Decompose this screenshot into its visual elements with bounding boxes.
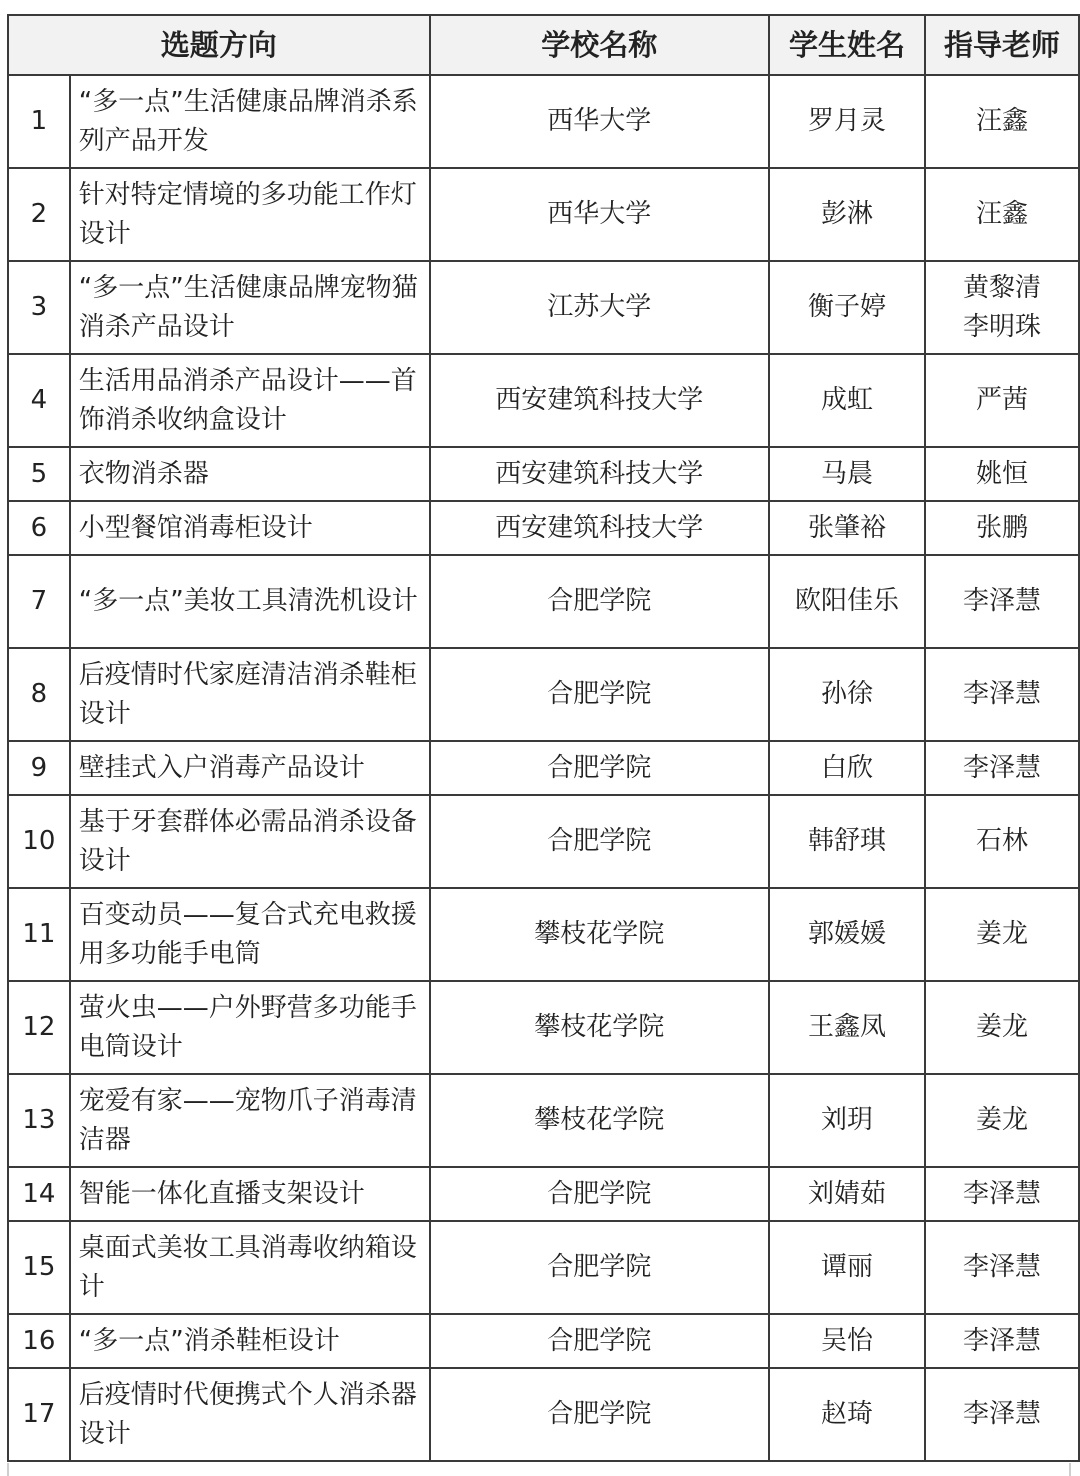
row-teacher-cell [925, 1074, 1079, 1167]
row-topic-cell [70, 447, 430, 501]
header-school: 学校名称 [430, 15, 769, 75]
row-index: 5 [8, 447, 70, 501]
row-school: 合肥学院 [430, 1368, 769, 1461]
row-index: 7 [8, 555, 70, 648]
row-school: 合肥学院 [430, 1314, 769, 1368]
row-topic: 后疫情时代便携式个人消杀器设计 [78, 1379, 417, 1449]
row-topic-cell [70, 1368, 430, 1461]
row-topic-cell [70, 1221, 430, 1314]
row-index: 15 [8, 1221, 70, 1314]
row-school: 江苏大学 [430, 261, 769, 354]
row-teacher: 李泽慧 [962, 1325, 1041, 1356]
row-topic-cell [70, 555, 430, 648]
row-school: 西华大学 [430, 168, 769, 261]
row-school: 西安建筑科技大学 [430, 501, 769, 555]
table-row [8, 981, 1079, 1074]
table-row [8, 795, 1079, 888]
table-body [8, 75, 1079, 1461]
row-index: 6 [8, 501, 70, 555]
row-topic-cell [70, 795, 430, 888]
header-teacher: 指导老师 [925, 15, 1079, 75]
row-topic-cell [70, 168, 430, 261]
row-school: 合肥学院 [430, 1167, 769, 1221]
row-school: 合肥学院 [430, 795, 769, 888]
row-student: 孙徐 [769, 648, 925, 741]
row-teacher: 石林 [975, 826, 1028, 856]
row-teacher: 黄黎清 [962, 272, 1041, 303]
row-topic: 针对特定情境的多功能工作灯设计 [78, 179, 417, 249]
table-continuation-edge [7, 1463, 1071, 1476]
row-index: 12 [8, 981, 70, 1074]
row-teacher: 李泽慧 [962, 1252, 1041, 1282]
row-index: 17 [8, 1368, 70, 1461]
row-teacher-cell [925, 1221, 1079, 1314]
row-topic-cell [70, 354, 430, 447]
row-school: 合肥学院 [430, 555, 769, 648]
table-row [8, 447, 1079, 501]
row-student: 罗月灵 [769, 75, 925, 168]
row-student: 张肇裕 [769, 501, 925, 555]
row-teacher-cell [925, 648, 1079, 741]
row-student: 马晨 [769, 447, 925, 501]
row-student: 刘玥 [769, 1074, 925, 1167]
table-row [8, 1221, 1079, 1314]
row-student: 吴怡 [769, 1314, 925, 1368]
row-student: 彭淋 [769, 168, 925, 261]
row-student: 刘婧茹 [769, 1167, 925, 1221]
row-topic: 壁挂式入户消毒产品设计 [78, 752, 365, 783]
row-school: 合肥学院 [430, 1221, 769, 1314]
row-teacher-cell [925, 168, 1079, 261]
table-row [8, 741, 1079, 795]
table-row [8, 1074, 1079, 1167]
row-teacher-cell [925, 75, 1079, 168]
row-index: 11 [8, 888, 70, 981]
row-teacher: 李泽慧 [962, 1178, 1041, 1209]
row-student: 赵琦 [769, 1368, 925, 1461]
row-teacher-cell [925, 981, 1079, 1074]
row-topic-cell [70, 888, 430, 981]
row-school: 攀枝花学院 [430, 1074, 769, 1167]
row-school: 西华大学 [430, 75, 769, 168]
row-index: 9 [8, 741, 70, 795]
row-student: 谭丽 [769, 1221, 925, 1314]
row-school: 西安建筑科技大学 [430, 354, 769, 447]
row-teacher: 严茜 [975, 385, 1028, 415]
table-header-row [8, 15, 1079, 75]
row-teacher-cell [925, 447, 1079, 501]
row-teacher-cell [925, 354, 1079, 447]
row-school: 合肥学院 [430, 648, 769, 741]
row-teacher-cell [925, 261, 1079, 354]
row-teacher: 李泽慧 [962, 752, 1041, 783]
row-topic-cell [70, 501, 430, 555]
row-school: 攀枝花学院 [430, 888, 769, 981]
row-index: 8 [8, 648, 70, 741]
row-topic: “多一点”生活健康品牌消杀系列产品开发 [78, 86, 418, 156]
row-teacher: 李泽慧 [962, 586, 1041, 616]
row-teacher: 李明珠 [962, 311, 1041, 342]
row-index: 16 [8, 1314, 70, 1368]
row-topic: 小型餐馆消毒柜设计 [78, 512, 313, 543]
row-index: 2 [8, 168, 70, 261]
row-teacher-cell [925, 741, 1079, 795]
row-topic: 生活用品消杀产品设计——首饰消杀收纳盒设计 [78, 365, 417, 435]
row-topic: 桌面式美妆工具消毒收纳箱设计 [78, 1232, 417, 1302]
row-student: 韩舒琪 [769, 795, 925, 888]
table-row [8, 1314, 1079, 1368]
table-row [8, 501, 1079, 555]
table-row [8, 1368, 1079, 1461]
row-teacher: 李泽慧 [962, 1399, 1041, 1429]
row-index: 4 [8, 354, 70, 447]
table-row [8, 354, 1079, 447]
row-student: 衡子婷 [769, 261, 925, 354]
row-topic: 智能一体化直播支架设计 [78, 1178, 365, 1209]
row-teacher-cell [925, 555, 1079, 648]
row-topic: 衣物消杀器 [78, 458, 209, 489]
row-index: 3 [8, 261, 70, 354]
table-row [8, 1167, 1079, 1221]
row-teacher: 姚恒 [975, 458, 1028, 489]
row-teacher: 姜龙 [975, 919, 1028, 949]
row-index: 13 [8, 1074, 70, 1167]
table-row [8, 261, 1079, 354]
table-row [8, 888, 1079, 981]
table-row [8, 75, 1079, 168]
row-topic: 萤火虫——户外野营多功能手电筒设计 [78, 992, 417, 1062]
row-topic: 后疫情时代家庭清洁消杀鞋柜设计 [78, 659, 417, 729]
row-topic: 宠爱有家——宠物爪子消毒清洁器 [78, 1085, 417, 1155]
row-teacher-cell [925, 1368, 1079, 1461]
row-teacher: 张鹏 [975, 512, 1028, 543]
row-teacher-cell [925, 1314, 1079, 1368]
row-school: 合肥学院 [430, 741, 769, 795]
row-topic-cell [70, 75, 430, 168]
row-index: 14 [8, 1167, 70, 1221]
row-topic-cell [70, 261, 430, 354]
table-row [8, 168, 1079, 261]
row-teacher-cell [925, 501, 1079, 555]
project-table [7, 14, 1080, 1462]
row-topic: 基于牙套群体必需品消杀设备设计 [78, 806, 417, 876]
row-teacher-cell [925, 1167, 1079, 1221]
header-topic: 选题方向 [8, 15, 430, 75]
row-topic-cell [70, 1167, 430, 1221]
row-teacher-cell [925, 888, 1079, 981]
row-topic-cell [70, 741, 430, 795]
table-row [8, 555, 1079, 648]
table-row [8, 648, 1079, 741]
row-topic: 百变动员——复合式充电救援用多功能手电筒 [78, 899, 417, 969]
row-index: 10 [8, 795, 70, 888]
row-school: 攀枝花学院 [430, 981, 769, 1074]
row-student: 王鑫凤 [769, 981, 925, 1074]
row-student: 欧阳佳乐 [769, 555, 925, 648]
row-student: 白欣 [769, 741, 925, 795]
row-teacher: 汪鑫 [975, 106, 1028, 136]
row-school: 西安建筑科技大学 [430, 447, 769, 501]
row-topic-cell [70, 981, 430, 1074]
row-teacher: 姜龙 [975, 1012, 1028, 1042]
row-teacher: 姜龙 [975, 1105, 1028, 1135]
row-topic: “多一点”美妆工具清洗机设计 [78, 586, 418, 616]
row-student: 成虹 [769, 354, 925, 447]
row-topic: “多一点”生活健康品牌宠物猫消杀产品设计 [78, 272, 418, 342]
row-topic-cell [70, 1314, 430, 1368]
row-index: 1 [8, 75, 70, 168]
row-teacher-cell [925, 795, 1079, 888]
row-student: 郭媛媛 [769, 888, 925, 981]
header-student: 学生姓名 [769, 15, 925, 75]
row-topic: “多一点”消杀鞋柜设计 [78, 1325, 340, 1356]
row-topic-cell [70, 648, 430, 741]
row-teacher: 李泽慧 [962, 679, 1041, 709]
row-teacher: 汪鑫 [975, 199, 1028, 229]
row-topic-cell [70, 1074, 430, 1167]
